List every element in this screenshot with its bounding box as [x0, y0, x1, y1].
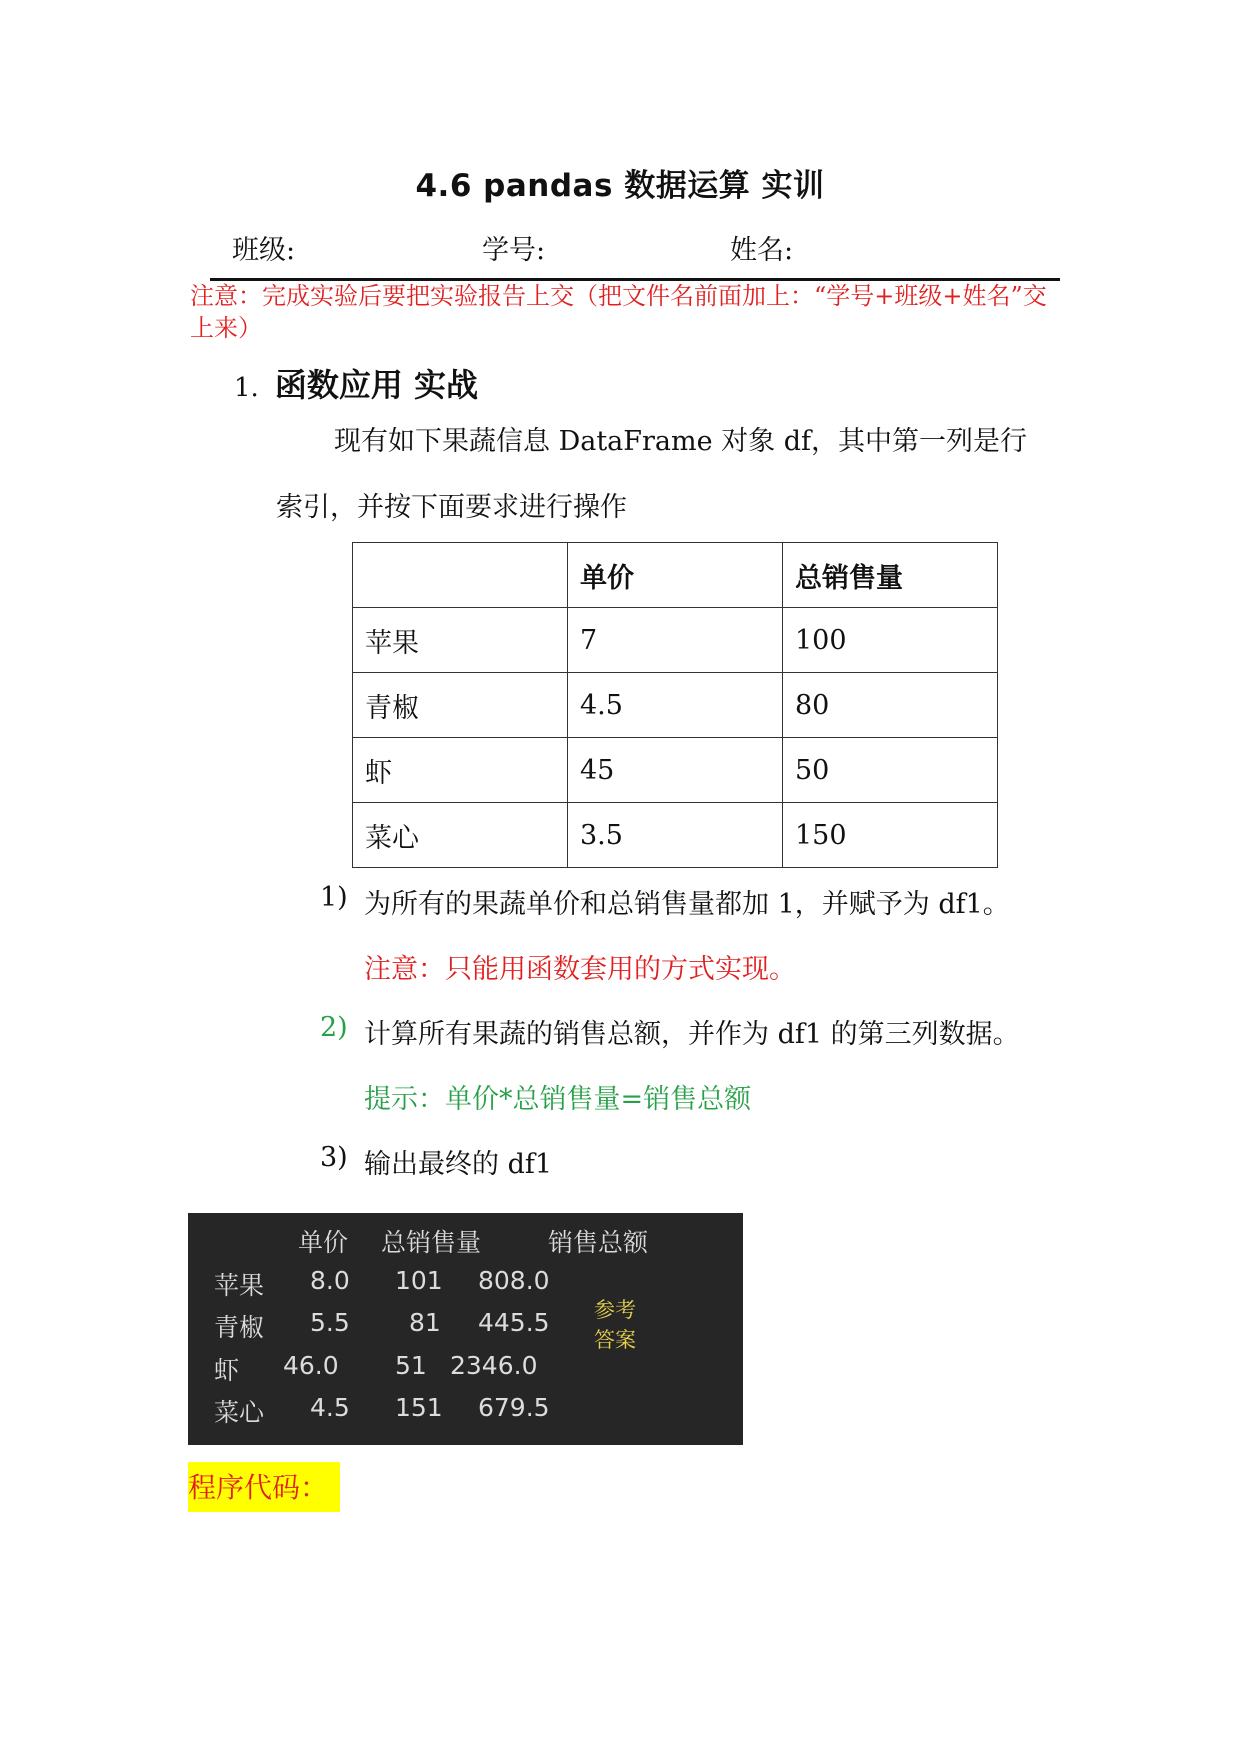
table-row — [353, 673, 998, 738]
table-cell: 100 — [783, 608, 998, 673]
table-row — [353, 608, 998, 673]
table-row — [353, 803, 998, 868]
answer-cell: 445.5 — [478, 1308, 550, 1337]
student-id-label: 学号: — [482, 235, 546, 266]
answer-cell: 51 — [395, 1351, 427, 1380]
reference-answer-label: 参考答案 — [594, 1298, 636, 1352]
answer-cell: 81 — [409, 1308, 441, 1337]
task-1-number: 1) — [320, 882, 348, 913]
task-3-text: 输出最终的 df1 — [364, 1149, 553, 1180]
task-2-number: 2) — [320, 1012, 348, 1043]
table-cell: 菜心 — [353, 803, 568, 868]
answer-cell: 2346.0 — [450, 1351, 538, 1380]
table-cell: 50 — [783, 738, 998, 803]
answer-cell: 101 — [395, 1266, 443, 1295]
table-cell: 4.5 — [568, 673, 783, 738]
task-1-note: 注意：只能用函数套用的方式实现。 — [364, 954, 796, 985]
answer-cell: 679.5 — [478, 1393, 550, 1422]
table-cell: 虾 — [353, 738, 568, 803]
answer-cell: 5.5 — [310, 1308, 350, 1337]
table-header-cell: 总销售量 — [783, 543, 998, 608]
table-cell: 青椒 — [353, 673, 568, 738]
section-heading — [234, 360, 478, 406]
answer-cell: 808.0 — [478, 1266, 550, 1295]
answer-header: 销售总额 — [548, 1228, 649, 1257]
task-2-text: 计算所有果蔬的销售总额，并作为 df1 的第三列数据。 — [364, 1019, 1020, 1050]
answer-output-panel — [188, 1213, 743, 1445]
intro-line-1: 现有如下果蔬信息 DataFrame 对象 df，其中第一列是行 — [334, 426, 1028, 457]
answer-cell: 4.5 — [310, 1393, 350, 1422]
answer-cell: 151 — [395, 1393, 443, 1422]
task-2-hint: 提示：单价*总销售量=销售总额 — [364, 1084, 752, 1115]
submission-notice: 注意：完成实验后要把实验报告上交（把文件名前面加上：“学号+班级+姓名”交上来） — [190, 282, 1047, 342]
answer-row-label: 虾 — [214, 1356, 240, 1385]
class-label: 班级: — [232, 235, 296, 266]
task-3-number: 3) — [320, 1142, 348, 1173]
table-cell: 150 — [783, 803, 998, 868]
task-1-text: 为所有的果蔬单价和总销售量都加 1，并赋予为 df1。 — [364, 889, 1010, 920]
table-header-cell — [353, 543, 568, 608]
answer-header: 总销售量 — [381, 1228, 482, 1257]
table-cell: 7 — [568, 608, 783, 673]
table-cell: 苹果 — [353, 608, 568, 673]
answer-cell: 46.0 — [283, 1351, 339, 1380]
table-cell: 3.5 — [568, 803, 783, 868]
table-cell: 45 — [568, 738, 783, 803]
table-header-row — [353, 543, 998, 608]
page-title: 4.6 pandas 数据运算 实训 — [415, 168, 825, 204]
fruit-table — [352, 542, 998, 868]
student-name-label: 姓名: — [730, 235, 794, 266]
answer-header: 单价 — [298, 1228, 349, 1257]
section-title: 函数应用 实战 — [274, 366, 478, 404]
answer-cell: 8.0 — [310, 1266, 350, 1295]
table-cell: 80 — [783, 673, 998, 738]
table-row — [353, 738, 998, 803]
answer-row-label: 青椒 — [214, 1313, 265, 1342]
code-section-label: 程序代码： — [188, 1462, 340, 1512]
answer-row-label: 菜心 — [214, 1398, 265, 1427]
intro-line-2: 索引，并按下面要求进行操作 — [276, 492, 627, 523]
answer-row-label: 苹果 — [214, 1271, 265, 1300]
section-number: 1. — [234, 373, 259, 403]
table-header-cell: 单价 — [568, 543, 783, 608]
